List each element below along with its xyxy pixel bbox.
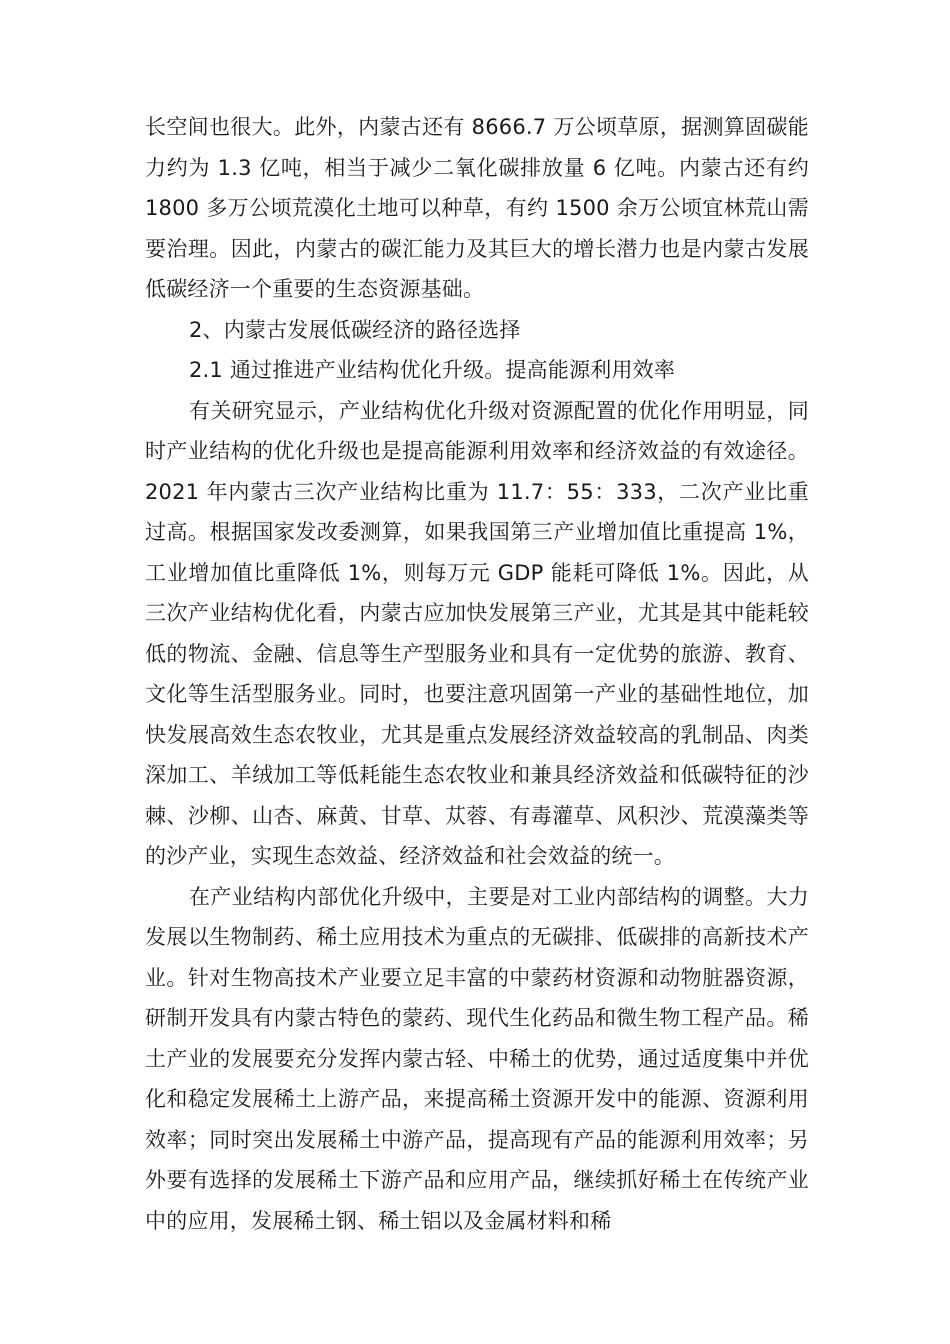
- subsection-heading: 2.1 通过推进产业结构优化升级。提高能源利用效率: [189, 358, 676, 382]
- paragraph-industrial-upgrade: 在产业结构内部优化升级中，主要是对工业内部结构的调整。大力发展以生物制药、稀土应用技术为重点的无碳排、低碳排的高新技术产业。针对生物高技术产业要立足丰富的中蒙药材资源和动物脏器资源，研制开发具有内蒙古特色的蒙药、现代生化药品和微生物工程产品。稀土产业的发展要充分发挥内蒙古轻、中稀土的优势，通过适度集中并优化和稳定发展稀土上游产品，来提高稀土资源开发中的能源、资源利用效率；同时突出发展稀土中游产品，提高现有产品的能源利用效率；另外要有选择的发展稀土下游产品和应用产品，继续抓好稀土在传统产业中的应用，发展稀土钢、稀土铝以及金属材料和稀: [145, 884, 809, 1233]
- paragraph-continuation: 长空间也很大。此外，内蒙古还有 8666.7 万公顷草原，据测算固碳能力约为 1.3 亿吨，相当于减少二氧化碳排放量 6 亿吨。内蒙古还有约 1800 多万公顷荒漠化土地可以种草，有约 1500 余万公顷宜林荒山需要治理。因此，内蒙古的碳汇能力及其巨大的增长潜力也是内蒙古发展低碳经济一个重要的生态资源基础。: [145, 115, 809, 301]
- section-heading: 2、内蒙古发展低碳经济的路径选择: [189, 317, 521, 342]
- paragraph-industry-structure: 有关研究显示，产业结构优化升级对资源配置的优化作用明显，同时产业结构的优化升级也是提高能源利用效率和经济效益的有效途径。2021 年内蒙古三次产业结构比重为 11.7：55：333，二次产业比重过高。根据国家发改委测算，如果我国第三产业增加值比重提高 1%，工业增加值比重降低 1%，则每万元 GDP 能耗可降低 1%。因此，从三次产业结构优化看，内蒙古应加快发展第三产业，尤其是其中能耗较低的物流、金融、信息等生产型服务业和具有一定优势的旅游、教育、文化等生活型服务业。同时，也要注意巩固第一产业的基础性地位，加快发展高效生态农牧业，尤其是重点发展经济效益较高的乳制品、肉类深加工、羊绒加工等低耗能生态农牧业和兼具经济效益和低碳特征的沙棘、沙柳、山杏、麻黄、甘草、苁蓉、有毒灌草、风积沙、荒漠藻类等的沙产业，实现生态效益、经济效益和社会效益的统一。: [145, 398, 809, 868]
- document-body: [145, 107, 809, 1241]
